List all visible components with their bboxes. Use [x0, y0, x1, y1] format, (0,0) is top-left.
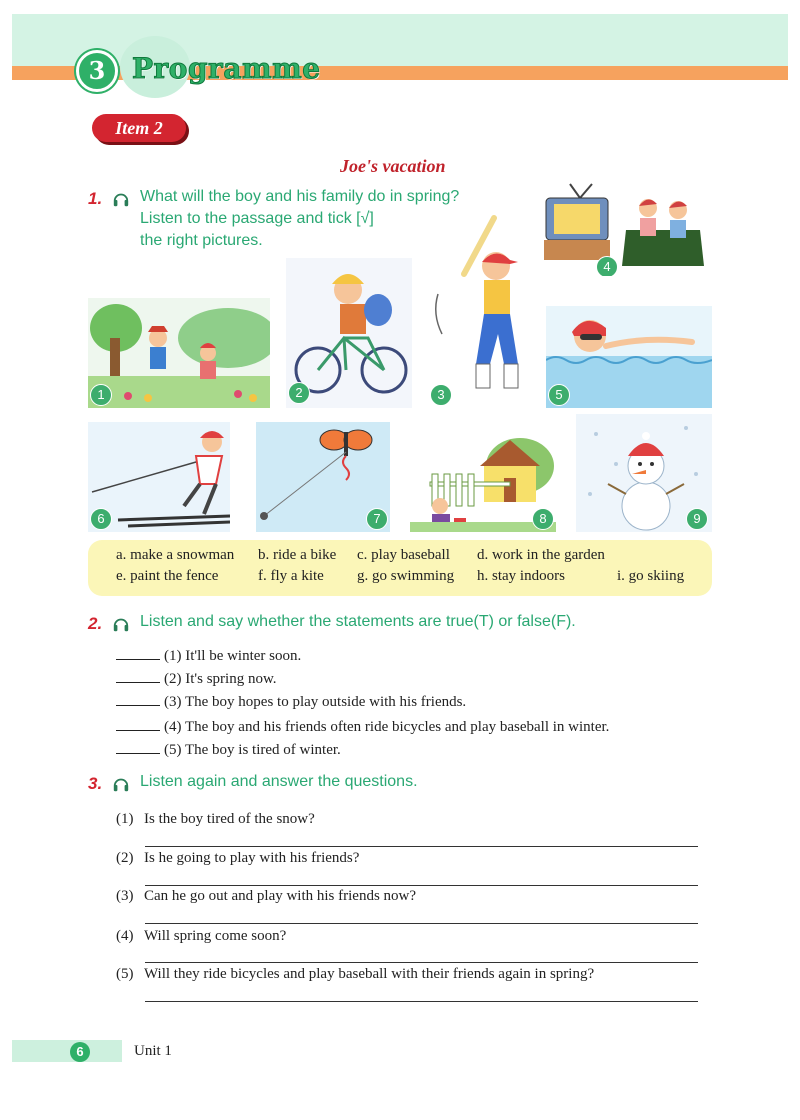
picture-number: 2	[288, 382, 310, 404]
picture-number: 1	[90, 384, 112, 406]
option-i: i. go skiing	[617, 568, 685, 584]
question-5: (5) Will they ride bicycles and play baseball with their friends again in spring?	[116, 966, 595, 982]
question-4: (4) Will spring come soon?	[116, 928, 287, 944]
option-h: h. stay indoors	[477, 568, 565, 584]
picture-number: 9	[686, 508, 708, 530]
unit-label: Unit 1	[134, 1043, 172, 1059]
picture-number: 5	[548, 384, 570, 406]
headphones-icon[interactable]	[112, 615, 130, 633]
option-a: a. make a snowman	[116, 547, 235, 563]
section-title: Programme	[132, 52, 321, 85]
unit-number-badge: 3	[76, 50, 118, 92]
statement-5: (5) The boy is tired of winter.	[116, 739, 341, 759]
story-title: Joe's vacation	[340, 156, 446, 176]
kite-picture[interactable]	[256, 422, 390, 532]
footer-band	[12, 1040, 122, 1062]
swimming-picture[interactable]	[546, 306, 712, 408]
option-c: c. play baseball	[357, 547, 450, 563]
answer-blank[interactable]	[116, 645, 160, 660]
picture-number: 3	[430, 384, 452, 406]
question-3: (3) Can he go out and play with his friends now?	[116, 888, 417, 904]
picture-number: 4	[596, 256, 618, 276]
baseball-picture[interactable]	[428, 214, 532, 408]
q1-number: 1.	[88, 189, 103, 208]
answer-line[interactable]	[145, 1001, 698, 1002]
answer-blank[interactable]	[116, 716, 160, 731]
statement-2: (2) It's spring now.	[116, 668, 277, 688]
headphones-icon[interactable]	[112, 190, 130, 208]
painting-fence-picture[interactable]	[410, 422, 556, 532]
picture-number: 7	[366, 508, 388, 530]
answer-line[interactable]	[145, 923, 698, 924]
statement-1: (1) It'll be winter soon.	[116, 645, 301, 665]
q1-text-line3: the right pictures.	[140, 232, 263, 249]
q3-text: Listen again and answer the questions.	[140, 773, 418, 790]
option-d: d. work in the garden	[477, 547, 605, 563]
q3-number: 3.	[88, 774, 103, 793]
page-number: 6	[70, 1042, 90, 1062]
picture-number: 6	[90, 508, 112, 530]
tv-indoors-picture[interactable]	[540, 180, 710, 276]
gardening-picture[interactable]	[88, 298, 270, 408]
option-f: f. fly a kite	[258, 568, 324, 584]
item-badge: Item 2	[92, 114, 186, 142]
snowman-picture[interactable]	[576, 414, 712, 532]
headphones-icon[interactable]	[112, 775, 130, 793]
answer-blank[interactable]	[116, 668, 160, 683]
q2-text: Listen and say whether the statements are true(T) or false(F).	[140, 613, 576, 630]
option-g: g. go swimming	[357, 568, 455, 584]
statement-4: (4) The boy and his friends often ride bicycles and play baseball in winter.	[116, 716, 609, 736]
q2-number: 2.	[88, 614, 103, 633]
q1-text-line1: What will the boy and his family do in spring?	[140, 188, 460, 205]
answer-blank[interactable]	[116, 739, 160, 754]
bike-picture[interactable]	[286, 258, 412, 408]
skiing-picture[interactable]	[88, 422, 230, 532]
q1-text-line2: Listen to the passage and tick [√]	[140, 210, 374, 227]
option-b: b. ride a bike	[258, 547, 337, 563]
answer-blank[interactable]	[116, 691, 160, 706]
answer-line[interactable]	[145, 885, 698, 886]
option-e: e. paint the fence	[116, 568, 219, 584]
answer-line[interactable]	[145, 962, 698, 963]
statement-3: (3) The boy hopes to play outside with his friends.	[116, 691, 466, 711]
question-2: (2) Is he going to play with his friends?	[116, 850, 360, 866]
question-1: (1) Is the boy tired of the snow?	[116, 811, 315, 827]
answer-line[interactable]	[145, 846, 698, 847]
picture-number: 8	[532, 508, 554, 530]
